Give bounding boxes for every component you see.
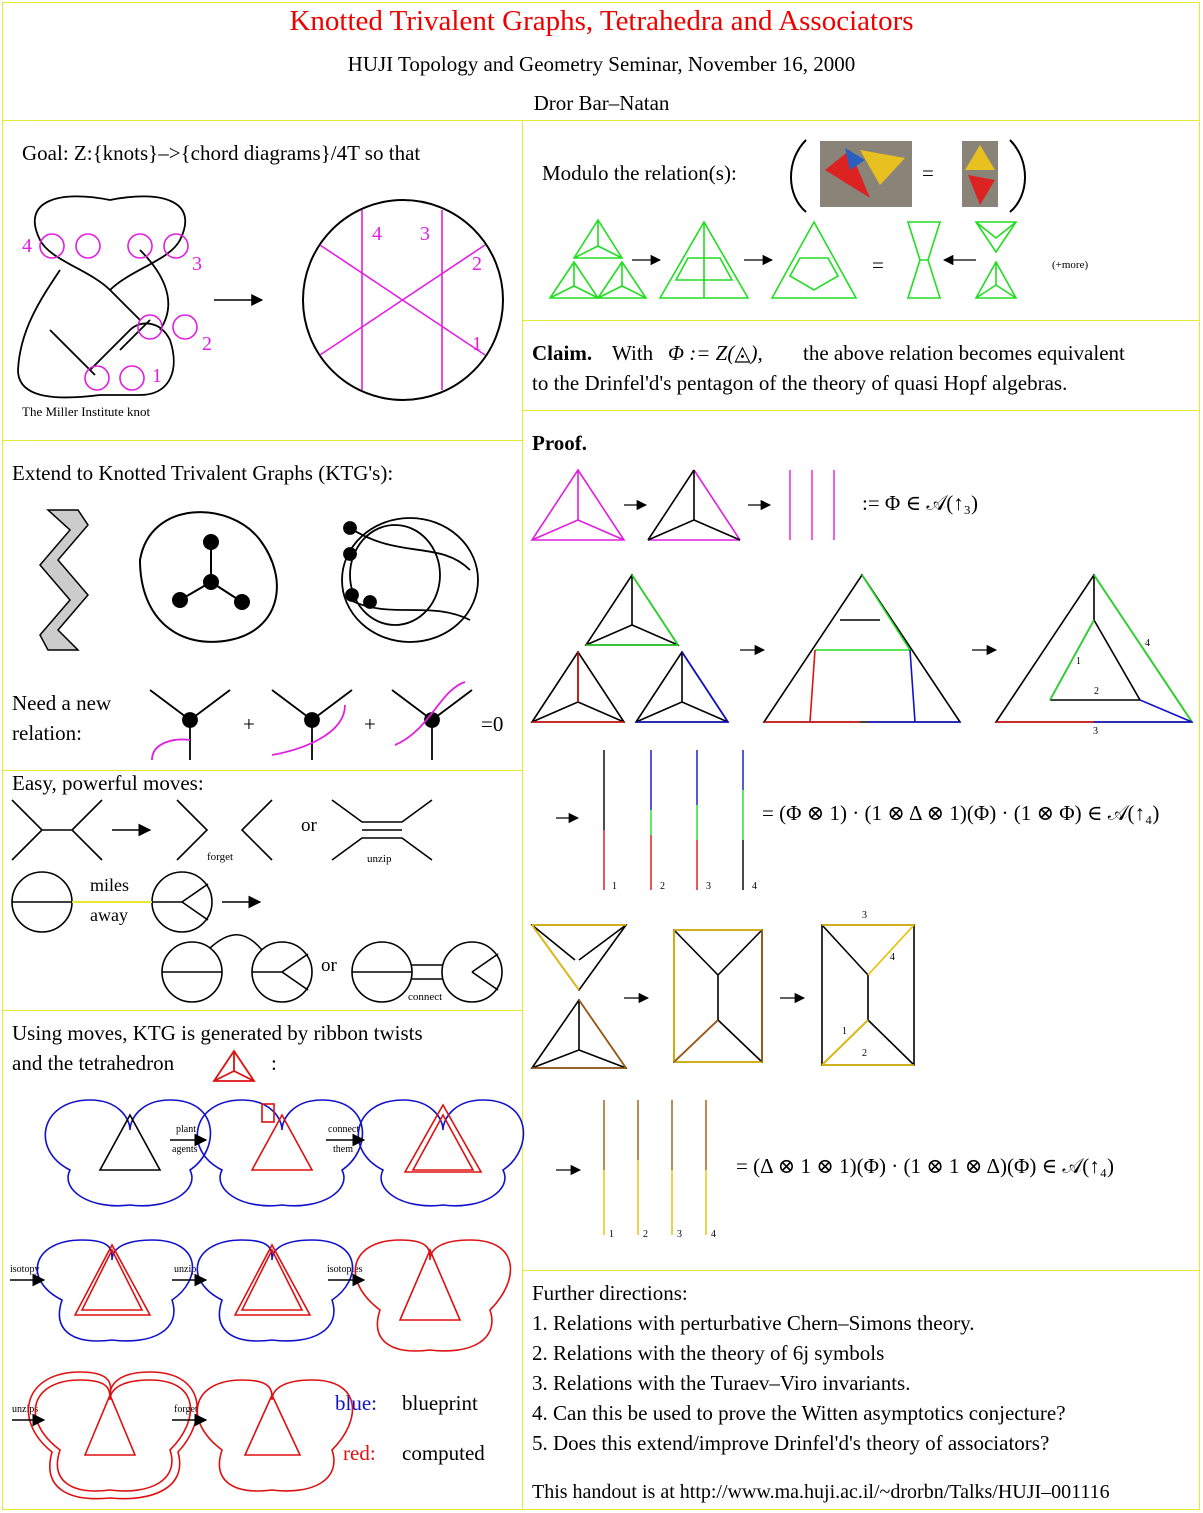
red-legend-meaning: computed	[402, 1441, 485, 1465]
more-note: (+more)	[1052, 259, 1089, 271]
or-label-2: or	[321, 955, 337, 976]
red-legend-label: red:	[343, 1441, 376, 1465]
relation-vertex-3	[392, 682, 472, 760]
isotopies-label: isotopies	[327, 1264, 363, 1275]
strand-label-1b: 1	[609, 1229, 614, 1240]
unzip-label-2: unzip	[174, 1264, 197, 1275]
relation-vertex-2	[272, 690, 352, 760]
svg-text:4: 4	[372, 223, 382, 245]
knot-label-4: 4	[22, 235, 32, 257]
page-title: Knotted Trivalent Graphs, Tetrahedra and Associators	[289, 5, 914, 37]
strand-label-3a: 3	[706, 881, 711, 892]
relation-equals: =	[872, 253, 884, 277]
forget-label-2: forget	[174, 1404, 198, 1415]
proof-eq3: = (Δ ⊗ 1 ⊗ 1)(Φ) · (1 ⊗ 1 ⊗ Δ)(Φ) ∈ 𝒜(↑₄)	[736, 1154, 1115, 1178]
rect-label-2: 2	[862, 1048, 867, 1059]
chord-diagram	[303, 200, 503, 400]
tri-label-4: 4	[1145, 638, 1150, 649]
plant-label: plant	[176, 1124, 196, 1135]
tri-label-3: 3	[1093, 726, 1098, 737]
proof-three-strands	[790, 470, 834, 540]
generated-colon: :	[271, 1051, 277, 1075]
generated-line2: and the tetrahedron	[12, 1051, 175, 1075]
further-item-3: 3. Relations with the Turaev–Viro invariants.	[532, 1371, 911, 1395]
blue-legend-label: blue:	[335, 1391, 377, 1415]
handout-link[interactable]: This handout is at http://www.ma.huji.ac.il/~drorbn/Talks/HUJI–001116	[532, 1481, 1110, 1503]
blue-legend-meaning: blueprint	[402, 1391, 478, 1415]
proof-eq1: := Φ ∈ 𝒜(↑₃)	[862, 491, 978, 515]
author-line: Dror Bar–Natan	[533, 91, 670, 115]
seminar-line: HUJI Topology and Geometry Seminar, November 16, 2000	[347, 52, 856, 76]
tri-label-1: 1	[1076, 656, 1081, 667]
miles-label: miles	[90, 875, 129, 895]
relation-vertex-1	[150, 690, 230, 760]
proof-tetra-magenta	[532, 470, 624, 540]
proof-four-strands-2	[604, 1100, 706, 1235]
agents-label: agents	[172, 1144, 198, 1155]
ktg-trefoil-graph	[140, 512, 277, 642]
proof-hexagon-row	[532, 925, 914, 1068]
svg-text:2: 2	[472, 253, 482, 275]
knot-label-3: 3	[192, 253, 202, 275]
claim-line2: to the Drinfel'd's pentagon of the theory of quasi Hopf algebras.	[532, 371, 1068, 395]
further-item-2: 2. Relations with the theory of 6j symbols	[532, 1341, 885, 1365]
claim-with: With	[612, 341, 654, 365]
plus-sign-2: +	[364, 712, 376, 736]
svg-text:1: 1	[472, 333, 482, 355]
isotopy-label: isotopy	[10, 1264, 40, 1275]
ktg-third-graph	[342, 518, 478, 642]
unzips-label: unzips	[12, 1404, 39, 1415]
rect-label-3: 3	[862, 910, 867, 921]
equals-zero: =0	[481, 712, 504, 736]
proof-pentagon-row	[532, 575, 1192, 722]
ktg-braid	[40, 510, 88, 650]
strand-label-2b: 2	[643, 1229, 648, 1240]
goal-text: Goal: Z:{knots}–>{chord diagrams}/4T so that	[22, 141, 421, 165]
knot-label-1: 1	[152, 365, 162, 387]
tri-label-2: 2	[1094, 686, 1099, 697]
claim-phi-def: Φ := Z(◬),	[668, 341, 763, 365]
strand-label-2a: 2	[660, 881, 665, 892]
plus-sign-1: +	[243, 712, 255, 736]
rect-label-1: 1	[842, 1026, 847, 1037]
strand-label-4a: 4	[752, 881, 757, 892]
photo-equals: =	[922, 161, 934, 185]
strand-label-1a: 1	[612, 881, 617, 892]
svg-text:3: 3	[420, 223, 430, 245]
away-label: away	[90, 905, 128, 925]
rect-label-4: 4	[890, 952, 895, 963]
modulo-text: Modulo the relation(s):	[542, 161, 737, 185]
connect-them-label: connect	[328, 1124, 360, 1135]
knot-label-2: 2	[202, 333, 212, 355]
proof-tetra-split	[648, 470, 740, 540]
further-item-4: 4. Can this be used to prove the Witten asymptotics conjecture?	[532, 1401, 1066, 1425]
forget-label: forget	[207, 851, 234, 863]
further-item-5: 5. Does this extend/improve Drinfel'd's theory of associators?	[532, 1431, 1050, 1455]
extend-text: Extend to Knotted Trivalent Graphs (KTG's):	[12, 461, 394, 485]
pentagon-relation	[550, 220, 1016, 298]
generated-line1: Using moves, KTG is generated by ribbon twists	[12, 1021, 423, 1045]
proof-eq2: = (Φ ⊗ 1) · (1 ⊗ Δ ⊗ 1)(Φ) · (1 ⊗ Φ) ∈ 𝒜(↑₄)	[762, 801, 1160, 825]
tetrahedron-icon	[214, 1051, 254, 1081]
them-label: them	[333, 1144, 353, 1155]
connect-label: connect	[408, 991, 443, 1003]
claim-rest: the above relation becomes equivalent	[803, 341, 1125, 365]
strand-label-4b: 4	[711, 1229, 716, 1240]
proof-four-strands-1	[604, 750, 743, 890]
further-title: Further directions:	[532, 1281, 688, 1305]
strand-label-3b: 3	[677, 1229, 682, 1240]
tetrahedra-photos	[791, 140, 1025, 212]
proof-head: Proof.	[532, 431, 588, 455]
claim-head: Claim.	[532, 341, 593, 365]
need-relation-line1: Need a new	[12, 691, 112, 715]
or-label-1: or	[301, 815, 317, 836]
further-item-1: 1. Relations with perturbative Chern–Simons theory.	[532, 1311, 975, 1335]
unzip-label: unzip	[367, 853, 392, 865]
need-relation-line2: relation:	[12, 721, 82, 745]
ribbon-graphs	[10, 1100, 523, 1499]
miller-knot-caption: The Miller Institute knot	[22, 404, 151, 419]
moves-title: Easy, powerful moves:	[12, 771, 204, 795]
